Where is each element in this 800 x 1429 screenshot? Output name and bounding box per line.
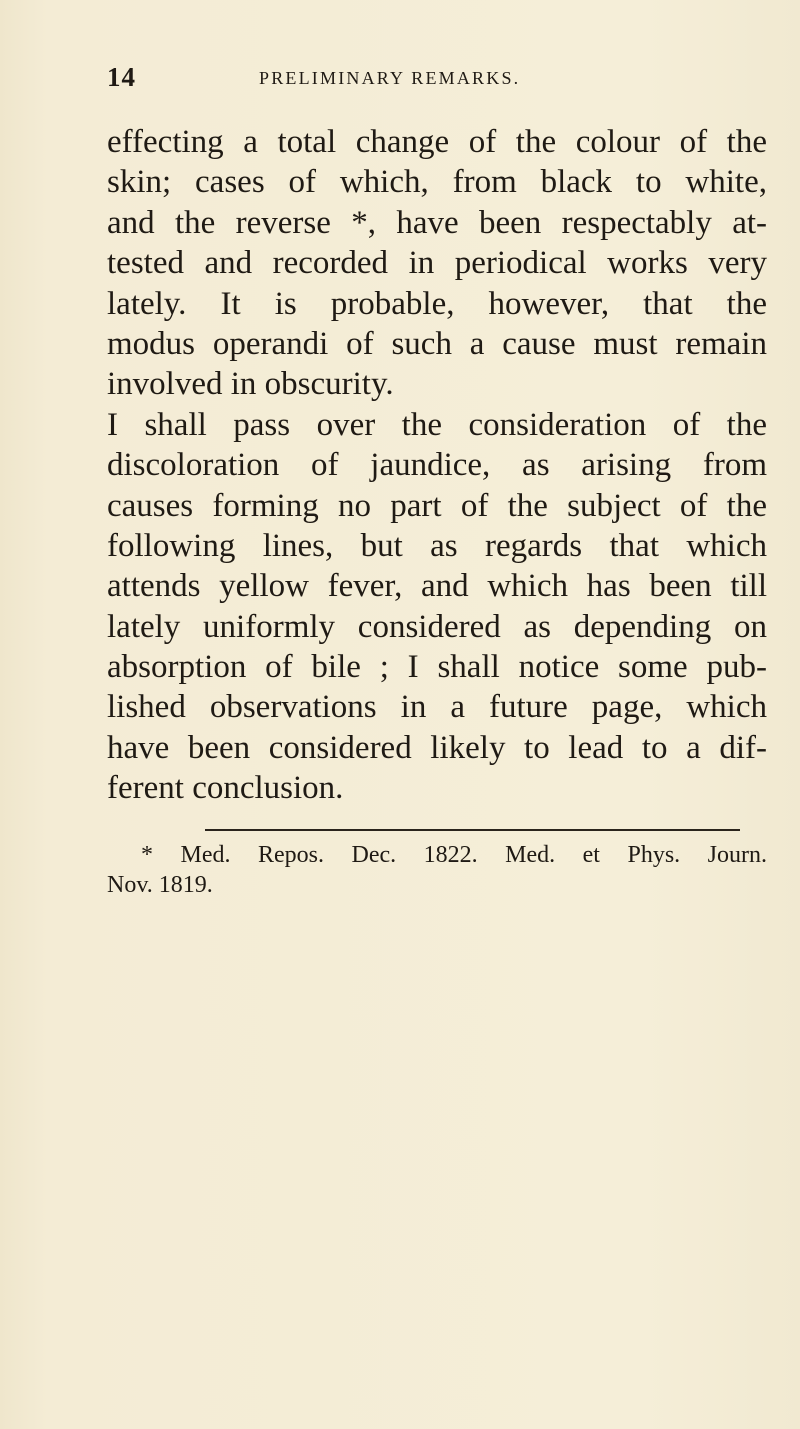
footnote-rule [205,829,740,831]
page-header [107,62,767,102]
page-number: 14 [107,62,136,92]
text-line: following lines, but as regards that which [107,527,767,564]
text-line: and the reverse *, have been respectably at- [107,204,767,241]
text-line: attends yellow fever, and which has been till [107,568,767,605]
text-line: lately. It is probable, however, that the [107,285,767,322]
text-line: causes forming no part of the subject of the [107,487,767,524]
text-line: modus operandi of such a cause must remain [107,325,767,362]
text-line: effecting a total change of the colour of the [107,124,767,160]
text-line: lately uniformly considered as depending on [107,608,767,645]
text-line: ferent conclusion. [107,770,344,807]
footnote [107,840,767,900]
footnote-line: * Med. Repos. Dec. 1822. Med. et Phys. Journ. [141,842,767,868]
text-line: tested and recorded in periodical works very [107,245,767,282]
text-line: involved in obscurity. [107,366,394,403]
text-line: skin; cases of which, from black to white, [107,164,767,201]
footnote-line: Nov. 1819. [107,872,213,898]
text-line: have been considered likely to lead to a dif- [107,729,767,766]
text-line: absorption of bile ; I shall notice some pub- [107,649,767,686]
body-text [107,122,767,809]
text-line: lished observations in a future page, which [107,689,767,726]
text-line: discoloration of jaundice, as arising from [107,447,767,484]
running-head: PRELIMINARY REMARKS. [259,68,521,88]
text-line: I shall pass over the consideration of the [107,406,767,443]
